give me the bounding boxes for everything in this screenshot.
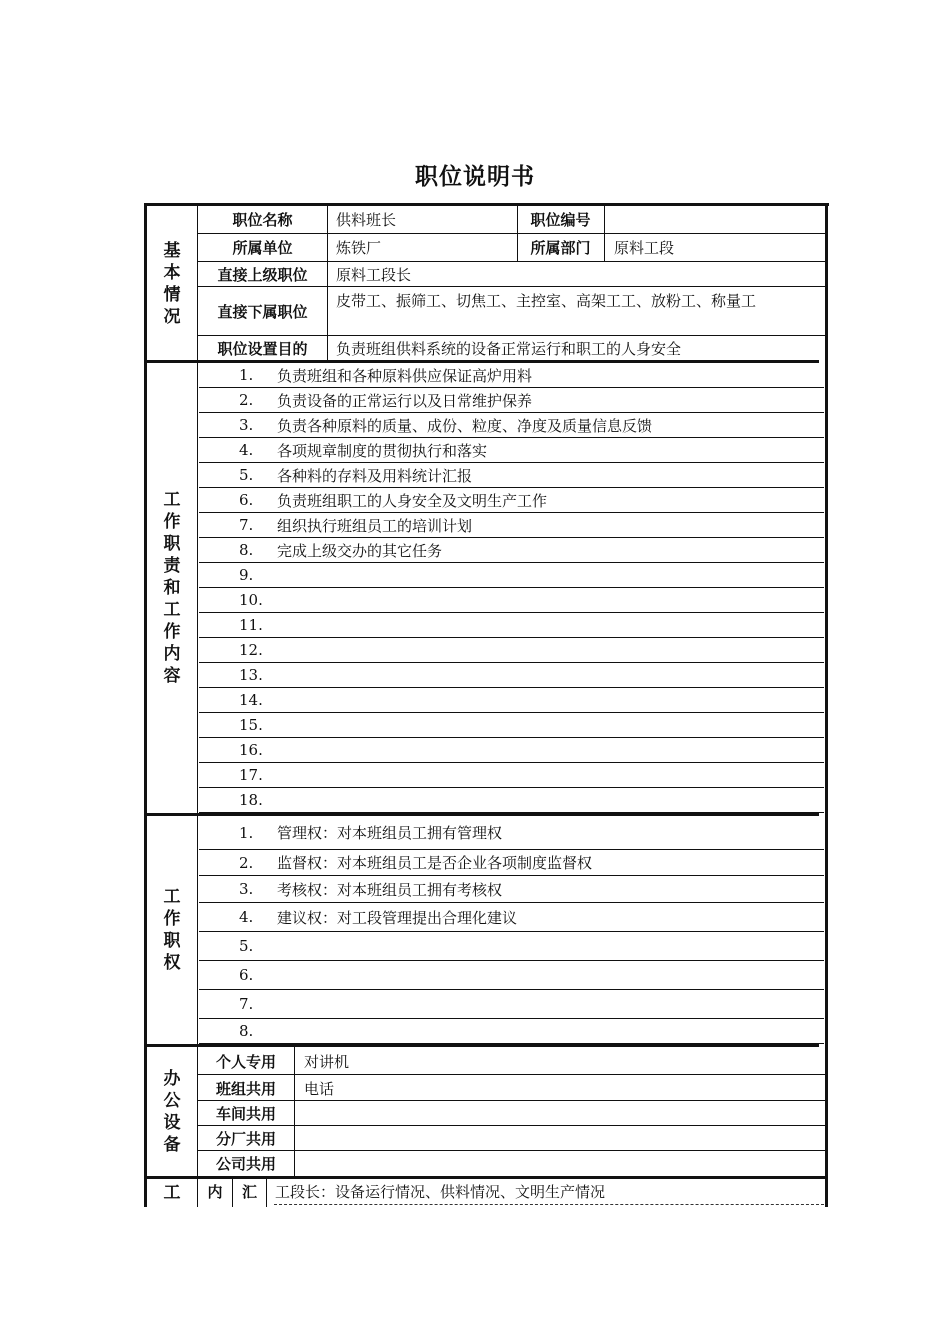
item-text: 负责班组和各种原料供应保证高炉用料 — [277, 366, 533, 385]
equipment-label: 车间共用 — [215, 1105, 276, 1123]
list-item — [199, 388, 824, 413]
dept-value: 原料工段 — [614, 239, 675, 257]
superior-label: 直接上级职位 — [217, 265, 308, 284]
equipment-label: 分厂共用 — [215, 1130, 276, 1148]
list-item — [199, 538, 824, 563]
item-number: 18. — [239, 791, 263, 809]
list-item — [199, 363, 824, 388]
equipment-label: 公司共用 — [215, 1155, 276, 1173]
item-number: 5. — [239, 466, 254, 484]
subordinate-value: 皮带工、振筛工、切焦工、主控室、高架工工、放粉工、称量工 — [336, 292, 757, 310]
list-item — [199, 463, 824, 488]
purpose-value: 负责班组供料系统的设备正常运行和职工的人身安全 — [336, 339, 682, 358]
frame-right-border — [825, 203, 828, 1207]
item-number: 2. — [239, 391, 254, 409]
job-description-form — [144, 203, 829, 1207]
list-item — [199, 876, 824, 903]
item-text: 管理权：对本班组员工拥有管理权 — [277, 824, 503, 842]
unit-value: 炼铁厂 — [336, 239, 382, 257]
item-number: 3. — [239, 880, 254, 898]
item-text: 各项规章制度的贯彻执行和落实 — [277, 441, 488, 460]
item-number: 5. — [239, 937, 254, 955]
list-item — [199, 990, 824, 1019]
item-number: 2. — [239, 853, 254, 872]
item-text: 监督权：对本班组员工是否企业各项制度监督权 — [277, 854, 593, 872]
work-sub-label-1: 内 — [207, 1183, 223, 1201]
list-item — [199, 932, 824, 961]
item-number: 3. — [239, 416, 254, 434]
page-title: 职位说明书 — [415, 164, 535, 190]
position-no-value — [614, 206, 819, 233]
equipment-value — [304, 1151, 814, 1176]
item-number: 10. — [239, 591, 263, 609]
list-item — [199, 738, 824, 763]
item-text: 各种料的存料及用料统计汇报 — [277, 466, 473, 485]
item-number: 4. — [239, 908, 254, 926]
equipment-value — [304, 1126, 814, 1151]
item-text: 完成上级交办的其它任务 — [277, 541, 443, 560]
subordinate-label: 直接下属职位 — [217, 302, 308, 321]
list-item — [199, 413, 824, 438]
item-text: 组织执行班组员工的培训计划 — [277, 516, 473, 535]
list-item — [199, 961, 824, 990]
item-number: 17. — [239, 766, 263, 784]
position-no-label: 职位编号 — [530, 211, 591, 229]
list-item — [199, 903, 824, 932]
section-label-duties: 工 作 职 责 和 工 作 内 容 — [163, 490, 181, 686]
list-item — [199, 713, 824, 738]
equipment-label: 班组共用 — [215, 1079, 276, 1098]
section-label-basic: 基 本 情 况 — [163, 240, 181, 327]
unit-label: 所属单位 — [232, 239, 293, 257]
section-label-equipment: 办 公 设 备 — [163, 1068, 181, 1155]
section-label-work: 工 — [163, 1183, 181, 1203]
list-item — [199, 613, 824, 638]
item-text: 负责班组职工的人身安全及文明生产工作 — [277, 491, 548, 510]
list-item — [199, 663, 824, 688]
list-item — [199, 688, 824, 713]
position-name-value: 供料班长 — [336, 211, 397, 229]
item-text: 建议权：对工段管理提出合理化建议 — [277, 908, 518, 927]
item-number: 8. — [239, 1022, 254, 1040]
list-item — [199, 513, 824, 538]
item-number: 4. — [239, 441, 254, 459]
list-item — [199, 816, 824, 850]
item-number: 16. — [239, 741, 263, 759]
list-item — [199, 563, 824, 588]
dept-label: 所属部门 — [530, 239, 591, 257]
list-item — [199, 488, 824, 513]
item-number: 1. — [239, 823, 254, 842]
item-number: 8. — [239, 541, 254, 559]
section-label-authority: 工 作 职 权 — [163, 887, 181, 973]
item-number: 9. — [239, 566, 254, 584]
work-dashed-line — [274, 1204, 824, 1205]
item-number: 7. — [239, 995, 254, 1013]
item-number: 7. — [239, 516, 254, 534]
work-report-value: 工段长：设备运行情况、供料情况、文明生产情况 — [275, 1183, 606, 1201]
equipment-value: 对讲机 — [304, 1052, 350, 1071]
equipment-value: 电话 — [304, 1079, 335, 1098]
work-sub-divider-2 — [266, 1179, 267, 1207]
position-name-label: 职位名称 — [232, 211, 293, 229]
purpose-label: 职位设置目的 — [217, 339, 308, 358]
item-number: 6. — [239, 966, 254, 984]
list-item — [199, 588, 824, 613]
item-text: 负责各种原料的质量、成份、粒度、净度及质量信息反馈 — [277, 416, 653, 435]
item-text: 负责设备的正常运行以及日常维护保养 — [277, 391, 533, 410]
basic-label-divider — [327, 206, 328, 361]
equipment-label-divider — [294, 1047, 295, 1176]
list-item — [199, 1019, 824, 1044]
item-number: 13. — [239, 666, 263, 684]
list-item — [199, 438, 824, 463]
item-number: 1. — [239, 366, 254, 384]
item-text: 考核权：对本班组员工拥有考核权 — [277, 880, 503, 899]
list-item — [199, 788, 824, 813]
list-item — [199, 763, 824, 788]
item-number: 11. — [239, 616, 263, 634]
item-number: 6. — [239, 491, 254, 509]
list-item — [199, 850, 824, 876]
list-item — [199, 638, 824, 663]
item-number: 12. — [239, 641, 263, 659]
superior-value: 原料工段长 — [336, 265, 412, 284]
work-sub-label-2: 汇 — [241, 1183, 257, 1201]
item-number: 14. — [239, 691, 263, 709]
equipment-label: 个人专用 — [215, 1052, 276, 1071]
equipment-value — [304, 1101, 814, 1126]
item-number: 15. — [239, 716, 263, 734]
